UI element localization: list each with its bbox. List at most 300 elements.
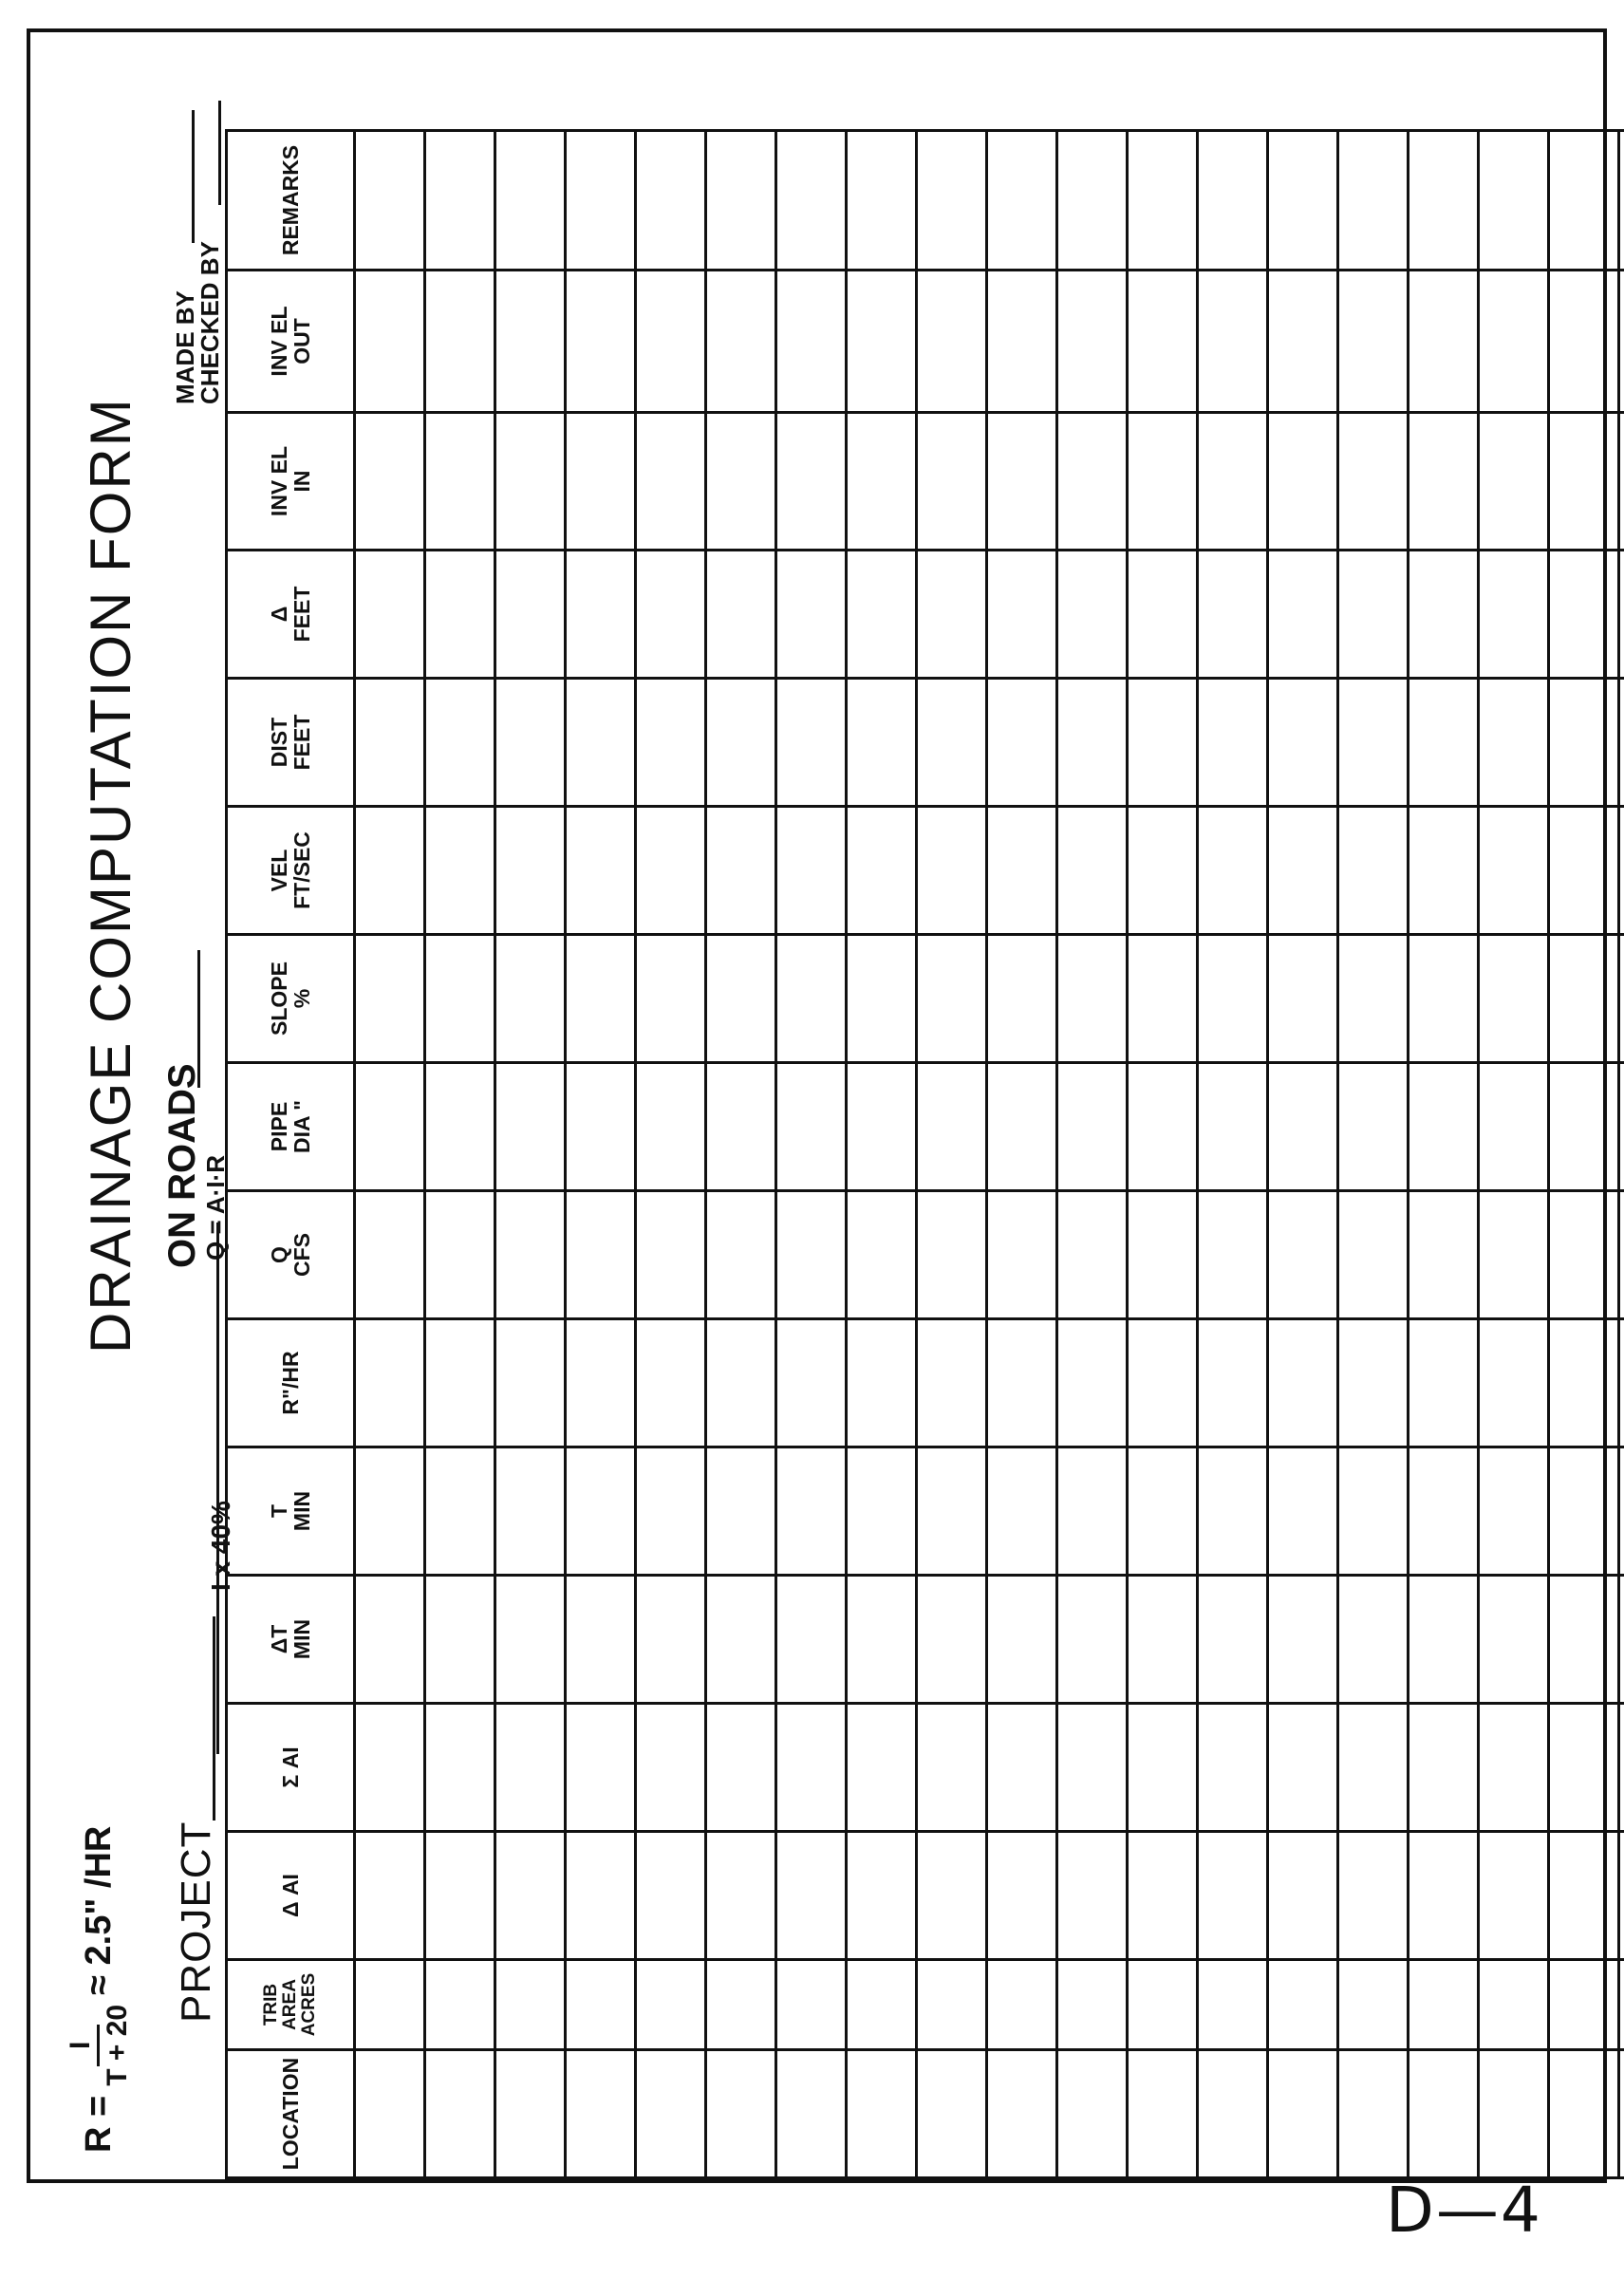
table-cell[interactable] [1479,551,1549,679]
table-cell[interactable] [1619,1319,1624,1447]
table-cell[interactable] [1619,935,1624,1063]
table-cell[interactable] [1128,2050,1198,2178]
project-fill-line[interactable] [213,1616,215,1821]
table-cell[interactable] [776,1576,847,1704]
table-cell[interactable] [1338,1447,1409,1576]
table-cell[interactable] [1057,551,1128,679]
table-cell[interactable] [706,413,776,551]
table-cell[interactable] [636,1447,706,1576]
table-cell[interactable] [636,551,706,679]
table-cell[interactable] [1338,1704,1409,1832]
table-cell[interactable] [636,1063,706,1191]
table-cell[interactable] [987,1191,1057,1319]
table-cell[interactable] [917,1832,987,1960]
table-cell[interactable] [1619,1191,1624,1319]
table-cell[interactable] [495,551,566,679]
table-cell[interactable] [1619,1960,1624,2050]
table-cell[interactable] [1198,1576,1268,1704]
table-cell[interactable] [706,2050,776,2178]
table-cell[interactable] [495,413,566,551]
table-cell[interactable] [425,1832,495,1960]
table-cell[interactable] [1198,1063,1268,1191]
table-cell[interactable] [1338,1576,1409,1704]
table-cell[interactable] [1338,807,1409,935]
table-cell[interactable] [636,679,706,807]
table-cell[interactable] [425,1063,495,1191]
table-cell[interactable] [1128,679,1198,807]
table-cell[interactable] [566,1576,636,1704]
table-cell[interactable] [566,935,636,1063]
table-cell[interactable] [917,1704,987,1832]
table-cell[interactable] [355,271,425,413]
table-cell[interactable] [847,1063,917,1191]
table-cell[interactable] [917,935,987,1063]
table-cell[interactable] [706,131,776,271]
table-cell[interactable] [636,1576,706,1704]
table-cell[interactable] [566,1319,636,1447]
table-cell[interactable] [425,1319,495,1447]
table-cell[interactable] [1409,1191,1479,1319]
table-cell[interactable] [1268,551,1338,679]
table-cell[interactable] [1128,1960,1198,2050]
table-cell[interactable] [706,679,776,807]
table-cell[interactable] [1619,131,1624,271]
table-cell[interactable] [1268,1319,1338,1447]
table-cell[interactable] [1619,679,1624,807]
table-cell[interactable] [1338,413,1409,551]
table-cell[interactable] [1338,1832,1409,1960]
table-cell[interactable] [1619,1832,1624,1960]
table-cell[interactable] [495,2050,566,2178]
table-cell[interactable] [1057,1960,1128,2050]
table-cell[interactable] [917,1063,987,1191]
table-cell[interactable] [987,271,1057,413]
table-cell[interactable] [1549,1960,1619,2050]
table-cell[interactable] [1619,551,1624,679]
table-cell[interactable] [425,551,495,679]
table-cell[interactable] [1619,271,1624,413]
table-cell[interactable] [1409,1319,1479,1447]
table-cell[interactable] [1549,1063,1619,1191]
table-cell[interactable] [566,271,636,413]
table-cell[interactable] [1057,131,1128,271]
table-cell[interactable] [847,131,917,271]
table-cell[interactable] [1479,679,1549,807]
table-cell[interactable] [1198,271,1268,413]
table-cell[interactable] [355,679,425,807]
table-cell[interactable] [847,551,917,679]
table-cell[interactable] [1128,271,1198,413]
table-cell[interactable] [1549,935,1619,1063]
table-cell[interactable] [776,1960,847,2050]
table-cell[interactable] [917,1191,987,1319]
table-cell[interactable] [1549,131,1619,271]
table-cell[interactable] [1128,807,1198,935]
table-cell[interactable] [425,1191,495,1319]
table-cell[interactable] [1338,1063,1409,1191]
table-cell[interactable] [1409,1447,1479,1576]
table-cell[interactable] [1409,271,1479,413]
table-cell[interactable] [776,679,847,807]
table-cell[interactable] [495,679,566,807]
table-cell[interactable] [1268,2050,1338,2178]
table-cell[interactable] [987,131,1057,271]
table-cell[interactable] [1057,679,1128,807]
table-cell[interactable] [355,131,425,271]
table-cell[interactable] [1057,1704,1128,1832]
table-cell[interactable] [1198,1704,1268,1832]
table-cell[interactable] [776,131,847,271]
table-cell[interactable] [636,1960,706,2050]
table-cell[interactable] [1057,1319,1128,1447]
table-cell[interactable] [355,1960,425,2050]
table-cell[interactable] [847,679,917,807]
table-cell[interactable] [425,1447,495,1576]
table-cell[interactable] [987,1063,1057,1191]
table-cell[interactable] [847,1704,917,1832]
table-cell[interactable] [495,1832,566,1960]
table-cell[interactable] [566,2050,636,2178]
table-cell[interactable] [1479,1576,1549,1704]
table-cell[interactable] [495,1704,566,1832]
table-cell[interactable] [1549,1319,1619,1447]
table-cell[interactable] [1479,2050,1549,2178]
table-cell[interactable] [847,935,917,1063]
table-cell[interactable] [1268,1447,1338,1576]
table-cell[interactable] [987,1960,1057,2050]
table-cell[interactable] [1479,271,1549,413]
table-cell[interactable] [566,807,636,935]
table-cell[interactable] [636,2050,706,2178]
table-cell[interactable] [566,1191,636,1319]
table-cell[interactable] [776,1832,847,1960]
table-cell[interactable] [1549,271,1619,413]
table-cell[interactable] [425,2050,495,2178]
table-cell[interactable] [566,1704,636,1832]
table-cell[interactable] [566,1960,636,2050]
table-cell[interactable] [917,807,987,935]
table-cell[interactable] [636,935,706,1063]
table-cell[interactable] [425,1960,495,2050]
table-cell[interactable] [1268,1832,1338,1960]
table-cell[interactable] [917,1447,987,1576]
table-cell[interactable] [1338,1960,1409,2050]
table-cell[interactable] [1619,2050,1624,2178]
table-cell[interactable] [1268,271,1338,413]
table-cell[interactable] [1409,1576,1479,1704]
table-cell[interactable] [636,1191,706,1319]
table-cell[interactable] [776,2050,847,2178]
table-cell[interactable] [1479,807,1549,935]
table-cell[interactable] [425,1704,495,1832]
table-cell[interactable] [1128,1832,1198,1960]
table-cell[interactable] [1409,1063,1479,1191]
table-cell[interactable] [847,1832,917,1960]
table-cell[interactable] [847,2050,917,2178]
table-cell[interactable] [1409,1832,1479,1960]
table-cell[interactable] [1268,807,1338,935]
table-cell[interactable] [1128,131,1198,271]
table-cell[interactable] [1549,1704,1619,1832]
table-cell[interactable] [987,1704,1057,1832]
table-cell[interactable] [776,271,847,413]
table-cell[interactable] [1128,1191,1198,1319]
table-cell[interactable] [1128,935,1198,1063]
table-cell[interactable] [636,131,706,271]
table-cell[interactable] [1268,1960,1338,2050]
table-cell[interactable] [917,551,987,679]
table-cell[interactable] [1479,1704,1549,1832]
table-cell[interactable] [706,935,776,1063]
table-cell[interactable] [1409,413,1479,551]
table-cell[interactable] [1549,413,1619,551]
table-cell[interactable] [917,2050,987,2178]
table-cell[interactable] [636,1704,706,1832]
table-cell[interactable] [1549,1576,1619,1704]
table-cell[interactable] [425,413,495,551]
table-cell[interactable] [706,1319,776,1447]
table-cell[interactable] [425,1576,495,1704]
table-cell[interactable] [917,271,987,413]
table-cell[interactable] [355,935,425,1063]
table-cell[interactable] [1057,1576,1128,1704]
table-cell[interactable] [355,1191,425,1319]
table-cell[interactable] [706,551,776,679]
table-cell[interactable] [1338,1191,1409,1319]
table-cell[interactable] [1409,935,1479,1063]
table-cell[interactable] [847,807,917,935]
table-cell[interactable] [1619,413,1624,551]
table-cell[interactable] [495,1191,566,1319]
table-cell[interactable] [706,271,776,413]
table-cell[interactable] [1619,807,1624,935]
table-cell[interactable] [1409,807,1479,935]
table-cell[interactable] [566,1063,636,1191]
table-cell[interactable] [847,1576,917,1704]
table-cell[interactable] [917,1960,987,2050]
table-cell[interactable] [1338,551,1409,679]
table-cell[interactable] [1057,271,1128,413]
table-cell[interactable] [1268,1576,1338,1704]
table-cell[interactable] [847,413,917,551]
table-cell[interactable] [1549,679,1619,807]
table-cell[interactable] [706,1063,776,1191]
table-cell[interactable] [636,413,706,551]
table-cell[interactable] [566,413,636,551]
table-cell[interactable] [355,413,425,551]
table-cell[interactable] [566,679,636,807]
table-cell[interactable] [1128,1704,1198,1832]
table-cell[interactable] [355,1832,425,1960]
table-cell[interactable] [776,935,847,1063]
table-cell[interactable] [776,807,847,935]
table-cell[interactable] [355,1063,425,1191]
table-cell[interactable] [706,1191,776,1319]
table-cell[interactable] [987,807,1057,935]
table-cell[interactable] [495,271,566,413]
table-cell[interactable] [1338,679,1409,807]
table-cell[interactable] [355,807,425,935]
table-cell[interactable] [776,1191,847,1319]
table-cell[interactable] [425,807,495,935]
table-cell[interactable] [1479,1319,1549,1447]
table-cell[interactable] [1549,1191,1619,1319]
table-cell[interactable] [355,1704,425,1832]
table-cell[interactable] [987,1447,1057,1576]
table-cell[interactable] [636,271,706,413]
table-cell[interactable] [987,551,1057,679]
table-cell[interactable] [776,413,847,551]
table-cell[interactable] [1549,551,1619,679]
table-cell[interactable] [1198,935,1268,1063]
table-cell[interactable] [1479,1960,1549,2050]
table-cell[interactable] [847,271,917,413]
table-cell[interactable] [1268,1704,1338,1832]
table-cell[interactable] [847,1960,917,2050]
table-cell[interactable] [1479,1447,1549,1576]
table-cell[interactable] [1128,1063,1198,1191]
table-cell[interactable] [566,1832,636,1960]
table-cell[interactable] [987,1832,1057,1960]
table-cell[interactable] [987,2050,1057,2178]
table-cell[interactable] [1057,1191,1128,1319]
table-cell[interactable] [987,413,1057,551]
table-cell[interactable] [987,679,1057,807]
table-cell[interactable] [706,1960,776,2050]
table-cell[interactable] [1409,551,1479,679]
checked-by-fill-line[interactable] [218,101,221,205]
table-cell[interactable] [847,1319,917,1447]
table-cell[interactable] [425,271,495,413]
table-cell[interactable] [1198,1832,1268,1960]
table-cell[interactable] [1268,1063,1338,1191]
table-cell[interactable] [425,679,495,807]
table-cell[interactable] [1198,807,1268,935]
table-cell[interactable] [1268,413,1338,551]
table-cell[interactable] [636,1319,706,1447]
table-cell[interactable] [917,679,987,807]
table-cell[interactable] [1268,679,1338,807]
table-cell[interactable] [1619,1576,1624,1704]
table-cell[interactable] [706,1576,776,1704]
table-cell[interactable] [355,1576,425,1704]
table-cell[interactable] [917,1576,987,1704]
table-cell[interactable] [917,131,987,271]
table-cell[interactable] [1619,1063,1624,1191]
table-cell[interactable] [355,2050,425,2178]
table-cell[interactable] [425,935,495,1063]
table-cell[interactable] [1549,2050,1619,2178]
made-by-fill-line[interactable] [192,110,195,243]
table-cell[interactable] [1268,131,1338,271]
table-cell[interactable] [495,131,566,271]
table-cell[interactable] [1198,1319,1268,1447]
table-cell[interactable] [1619,1447,1624,1576]
table-cell[interactable] [495,935,566,1063]
table-cell[interactable] [1057,1447,1128,1576]
table-cell[interactable] [425,131,495,271]
table-cell[interactable] [1198,1447,1268,1576]
table-cell[interactable] [987,935,1057,1063]
table-cell[interactable] [1409,131,1479,271]
table-cell[interactable] [1268,1191,1338,1319]
table-cell[interactable] [1479,1063,1549,1191]
table-cell[interactable] [495,1447,566,1576]
table-cell[interactable] [355,1447,425,1576]
table-cell[interactable] [1057,935,1128,1063]
table-cell[interactable] [1338,131,1409,271]
table-cell[interactable] [1479,935,1549,1063]
table-cell[interactable] [1198,1191,1268,1319]
table-cell[interactable] [1128,413,1198,551]
table-cell[interactable] [566,1447,636,1576]
table-cell[interactable] [706,1832,776,1960]
table-cell[interactable] [1338,2050,1409,2178]
table-cell[interactable] [1057,2050,1128,2178]
table-cell[interactable] [987,1576,1057,1704]
table-cell[interactable] [1409,1960,1479,2050]
table-cell[interactable] [1338,935,1409,1063]
table-cell[interactable] [1198,131,1268,271]
table-cell[interactable] [847,1191,917,1319]
table-cell[interactable] [1198,551,1268,679]
roads-fill-line[interactable] [197,950,200,1088]
table-cell[interactable] [1057,413,1128,551]
table-cell[interactable] [1057,807,1128,935]
table-cell[interactable] [1479,1832,1549,1960]
table-cell[interactable] [355,551,425,679]
table-cell[interactable] [847,1447,917,1576]
table-cell[interactable] [1409,1704,1479,1832]
table-cell[interactable] [917,413,987,551]
table-cell[interactable] [566,131,636,271]
table-cell[interactable] [1409,2050,1479,2178]
table-cell[interactable] [1409,679,1479,807]
table-cell[interactable] [1268,935,1338,1063]
table-cell[interactable] [776,1063,847,1191]
table-cell[interactable] [1198,1960,1268,2050]
table-cell[interactable] [1619,1704,1624,1832]
table-cell[interactable] [1549,1447,1619,1576]
table-cell[interactable] [706,1447,776,1576]
table-cell[interactable] [1128,1319,1198,1447]
table-cell[interactable] [1338,1319,1409,1447]
table-cell[interactable] [1128,1447,1198,1576]
table-cell[interactable] [706,807,776,935]
table-cell[interactable] [1128,1576,1198,1704]
table-cell[interactable] [1128,551,1198,679]
table-cell[interactable] [776,1447,847,1576]
table-cell[interactable] [1198,2050,1268,2178]
table-cell[interactable] [566,551,636,679]
table-cell[interactable] [1549,807,1619,935]
table-cell[interactable] [917,1319,987,1447]
table-cell[interactable] [987,1319,1057,1447]
table-cell[interactable] [1198,679,1268,807]
table-cell[interactable] [1057,1832,1128,1960]
table-cell[interactable] [776,1319,847,1447]
table-cell[interactable] [495,1319,566,1447]
table-cell[interactable] [1549,1832,1619,1960]
table-cell[interactable] [776,551,847,679]
table-cell[interactable] [495,1960,566,2050]
table-cell[interactable] [495,1576,566,1704]
table-cell[interactable] [1479,1191,1549,1319]
table-cell[interactable] [1479,131,1549,271]
table-cell[interactable] [495,1063,566,1191]
table-cell[interactable] [1057,1063,1128,1191]
table-cell[interactable] [495,807,566,935]
